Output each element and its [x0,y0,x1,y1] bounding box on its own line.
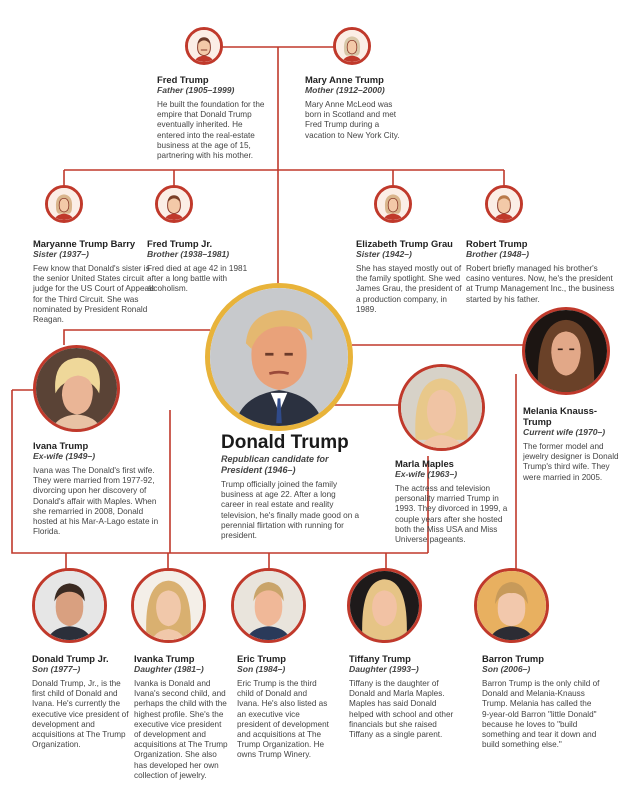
person-name: Robert Trump [466,238,528,249]
person-bio: Mary Anne McLeod was born in Scotland and met Fred Trump during a vacation to New York City. [305,100,400,140]
man-icon [488,188,520,220]
donald-trump-jr-portrait [32,568,107,643]
marla-maples-portrait [398,364,485,451]
person-role: Mother (1912–2000) [305,85,385,95]
person-role: Sister (1942–) [356,249,412,259]
person-bio: Robert briefly managed his brother's casino ventures. Now, he's the president at Trump Management Inc., the business started by his father. [466,264,615,304]
ivanka-trump-portrait [131,568,206,643]
person-role: Ex-wife (1949–) [33,451,96,461]
person-bio: She has stayed mostly out of the family spotlight. She wed James Grau, the president of a production company, in 1989. [356,264,462,314]
card-fred-trump-jr [147,238,257,295]
person-name: Tiffany Trump [349,653,411,664]
person-bio: Fred died at age 42 in 1981 after a long battle with alcoholism. [147,264,248,294]
person-role: Daughter (1981–) [134,664,204,674]
card-tiffany-trump [349,653,459,740]
fred-trump-portrait [185,27,223,65]
card-melania-trump [523,405,623,483]
person-role: Son (1984–) [237,664,286,674]
woman-icon [336,30,368,62]
card-ivanka-trump [134,653,229,781]
maryanne-barry-portrait [45,185,83,223]
woman-icon [401,367,482,448]
person-name: Ivana Trump [33,440,89,451]
person-role: Daughter (1993–) [349,664,419,674]
man-icon [188,30,220,62]
man-icon [234,571,303,640]
person-name: Ivanka Trump [134,653,195,664]
person-role: Ex-wife (1963–) [395,469,458,479]
mary-anne-trump-portrait [333,27,371,65]
person-role: Son (1977–) [32,664,81,674]
person-role: Sister (1937–) [33,249,89,259]
person-bio: Tiffany is the daughter of Donald and Marla Maples. Maples has said Donald helped with school and other financials but she raised Tiffany as a single parent. [349,679,454,740]
card-fred-trump [157,74,267,161]
card-maryanne-barry [33,238,158,325]
card-eric-trump [237,653,329,761]
card-mary-anne-trump [305,74,410,141]
person-name: Elizabeth Trump Grau [356,238,453,249]
eric-trump-portrait [231,568,306,643]
ivana-trump-portrait [33,345,120,432]
person-bio: The actress and television personality married Trump in 1993. They divorced in 1999, a couple years after she hosted both the Miss USA and Miss Universe pageants. [395,484,508,545]
melania-trump-portrait [522,307,610,395]
person-role: Son (2006–) [482,664,531,674]
card-donald-trump [221,432,361,541]
person-name: Mary Anne Trump [305,74,384,85]
card-elizabeth-grau [356,238,466,315]
card-robert-trump [466,238,616,305]
person-name: Maryanne Trump Barry [33,238,136,249]
person-name: Marla Maples [395,458,454,469]
card-marla-maples [395,458,513,545]
person-name: Fred Trump Jr. [147,238,213,249]
elizabeth-grau-portrait [374,185,412,223]
person-role: Brother (1948–) [466,249,530,259]
person-role: Father (1905–1999) [157,85,235,95]
robert-trump-portrait [485,185,523,223]
person-name: Barron Trump [482,653,544,664]
man-icon [210,288,348,426]
person-bio: Trump officially joined the family business at age 22. After a long career in real estate and reality television, he's finally made good on a perennial flirtation with running for president. [221,480,360,541]
person-name: Eric Trump [237,653,286,664]
card-ivana-trump [33,440,163,537]
person-role: Brother (1938–1981) [147,249,230,259]
person-bio: The former model and jewelry designer is Donald Trump's third wife. They were married in 2005. [523,442,619,482]
woman-icon [525,310,607,392]
woman-icon [134,571,203,640]
card-donald-trump-jr [32,653,132,750]
fred-trump-jr-portrait [155,185,193,223]
man-icon [477,571,546,640]
person-bio: Donald Trump, Jr., is the first child of Donald and Ivana. He's currently the executive vice president of development and acquisitions at The Trump Organization. [32,679,129,750]
barron-trump-portrait [474,568,549,643]
person-name: Melania Knauss-Trump [523,405,597,427]
person-bio: Few know that Donald's sister is the senior United States circuit judge for the US Court of Appeals for the Third Circuit. She was nominated by President Ronald Reagan. [33,264,155,325]
person-bio: Eric Trump is the third child of Donald and Ivana. He's also listed as an executive vice president of development and acquisitions at The Trump Organization. He owns Trump Winery. [237,679,329,760]
person-role: Republican candidate for President (1946–) [221,454,329,475]
woman-icon [48,188,80,220]
person-name: Donald Trump [221,432,349,453]
person-bio: Ivana was The Donald's first wife. They were married from 1977-92, divorcing upon her discovery of Donald's affair with Maples. When she remarried in 2008, Donald hosted at his Mar-A-Lago estate in Florida. [33,466,159,537]
person-name: Fred Trump [157,74,209,85]
woman-icon [36,348,117,429]
man-icon [158,188,190,220]
woman-icon [350,571,419,640]
person-bio: Barron Trump is the only child of Donald and Melania-Knauss Trump. Melania has called the 9-year-old Barron "little Donald" because he loves to "build something and tear it down and build something else." [482,679,600,750]
woman-icon [377,188,409,220]
person-role: Current wife (1970–) [523,427,606,437]
donald-trump-portrait [205,283,353,431]
tiffany-trump-portrait [347,568,422,643]
person-name: Donald Trump Jr. [32,653,109,664]
card-barron-trump [482,653,600,750]
person-bio: Ivanka is Donald and Ivana's second child, and perhaps the child with the highest profile. She's the executive vice president of development and acquisitions at The Trump Organization. She also has developed her own collection of jewelry. [134,679,228,780]
person-bio: He built the foundation for the empire that Donald Trump eventually inherited. He entered into the real-estate business at the age of 15, partnering with his mother. [157,100,265,161]
man-icon [35,571,104,640]
